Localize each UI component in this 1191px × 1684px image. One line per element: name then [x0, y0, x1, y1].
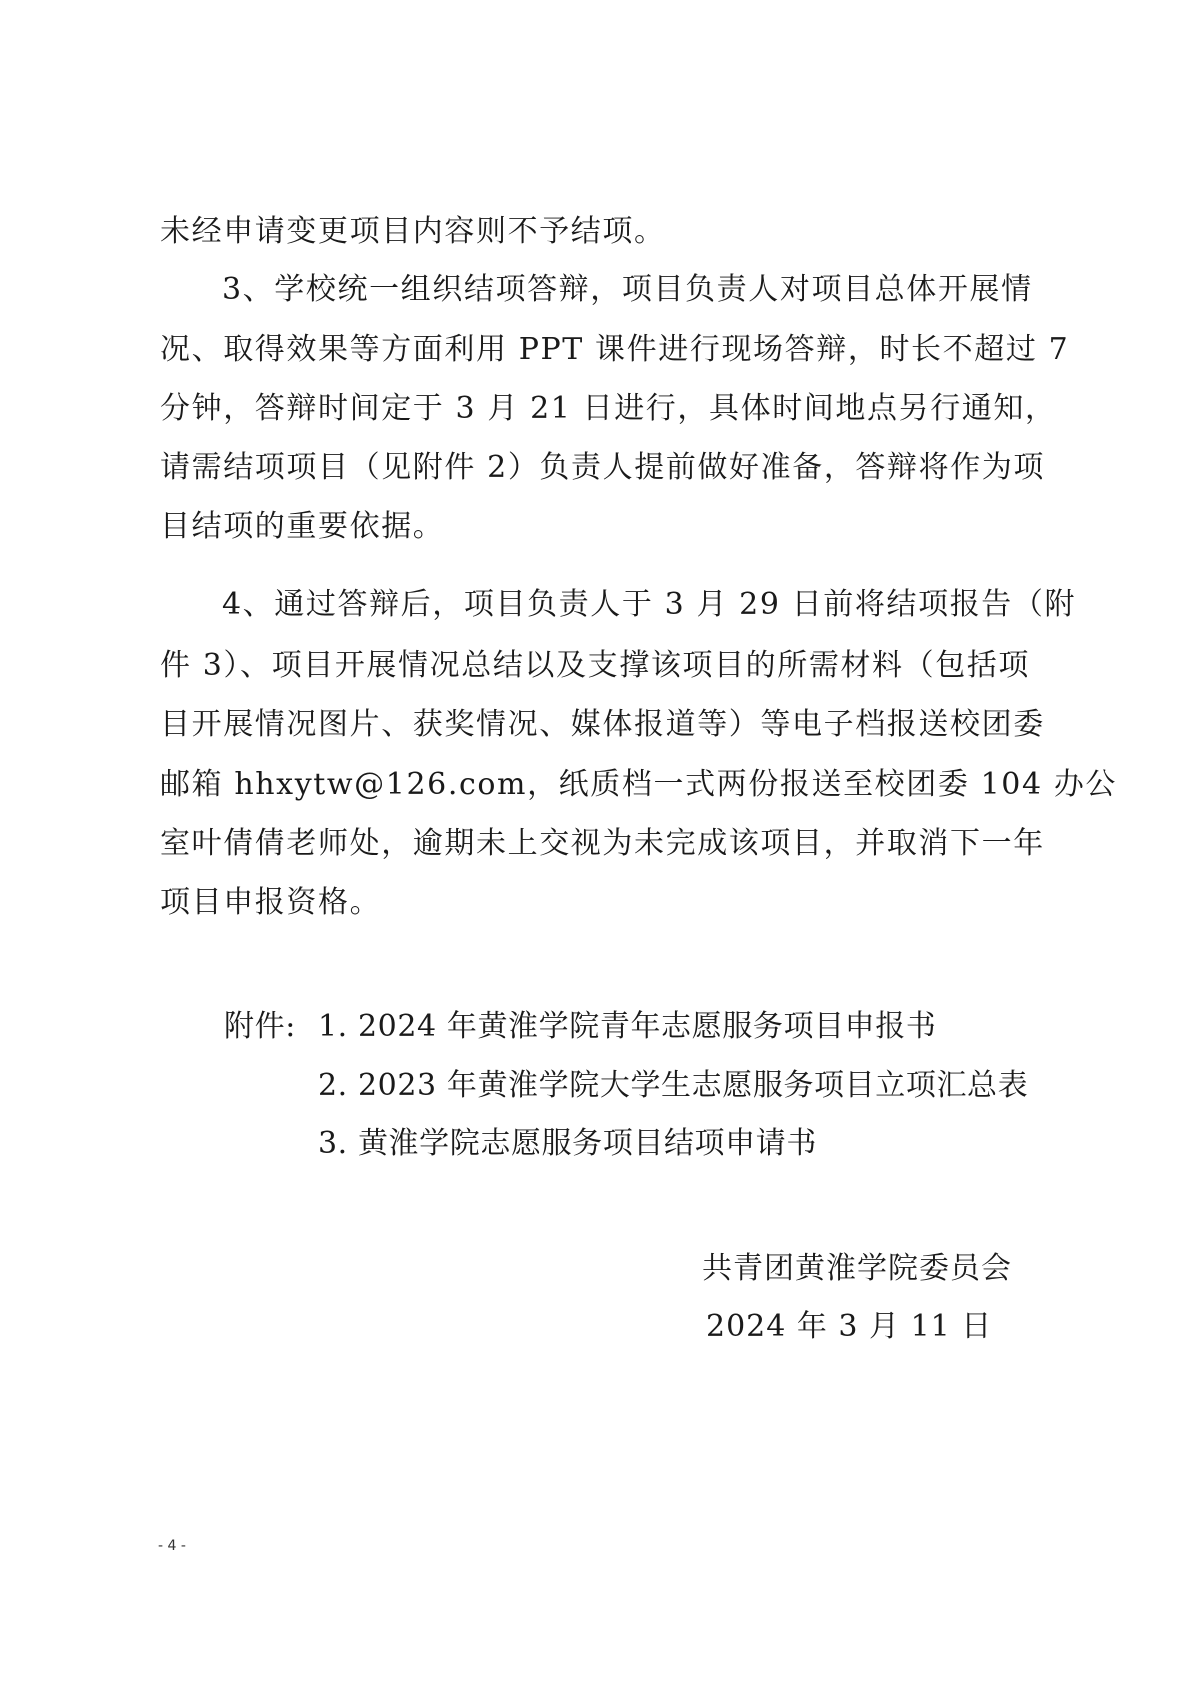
body-line-6: 目结项的重要依据。 [160, 509, 445, 544]
body-line-3: 况、取得效果等方面利用 PPT 课件进行现场答辩，时长不超过 7 [160, 332, 1070, 367]
body-line-5: 请需结项项目（见附件 2）负责人提前做好准备，答辩将作为项 [160, 450, 1046, 485]
body-line-2: 3、学校统一组织结项答辩，项目负责人对项目总体开展情 [222, 272, 1033, 307]
attachments-label: 附件: [224, 1009, 296, 1044]
body-line-10: 邮箱 hhxytw@126.com，纸质档一式两份报送至校团委 104 办公 [160, 767, 1118, 802]
signature-date: 2024 年 3 月 11 日 [706, 1309, 993, 1344]
body-line-1: 未经申请变更项目内容则不予结项。 [160, 214, 666, 249]
attachment-item-1: 1. 2024 年黄淮学院青年志愿服务项目申报书 [318, 1009, 937, 1044]
attachment-item-2: 2. 2023 年黄淮学院大学生志愿服务项目立项汇总表 [318, 1068, 1029, 1103]
body-line-12: 项目申报资格。 [160, 885, 382, 920]
body-line-4: 分钟，答辩时间定于 3 月 21 日进行，具体时间地点另行通知， [160, 391, 1057, 426]
page-number: - 4 - [158, 1538, 186, 1554]
body-line-9: 目开展情况图片、获奖情况、媒体报道等）等电子档报送校团委 [160, 707, 1045, 742]
body-line-8: 件 3）、项目开展情况总结以及支撑该项目的所需材料（包括项 [160, 648, 1031, 683]
body-line-11: 室叶倩倩老师处，逾期未上交视为未完成该项目，并取消下一年 [160, 826, 1045, 861]
attachment-item-3: 3. 黄淮学院志愿服务项目结项申请书 [318, 1126, 817, 1161]
signature-organization: 共青团黄淮学院委员会 [702, 1251, 1012, 1286]
body-line-7: 4、通过答辩后，项目负责人于 3 月 29 日前将结项报告（附 [222, 587, 1077, 622]
